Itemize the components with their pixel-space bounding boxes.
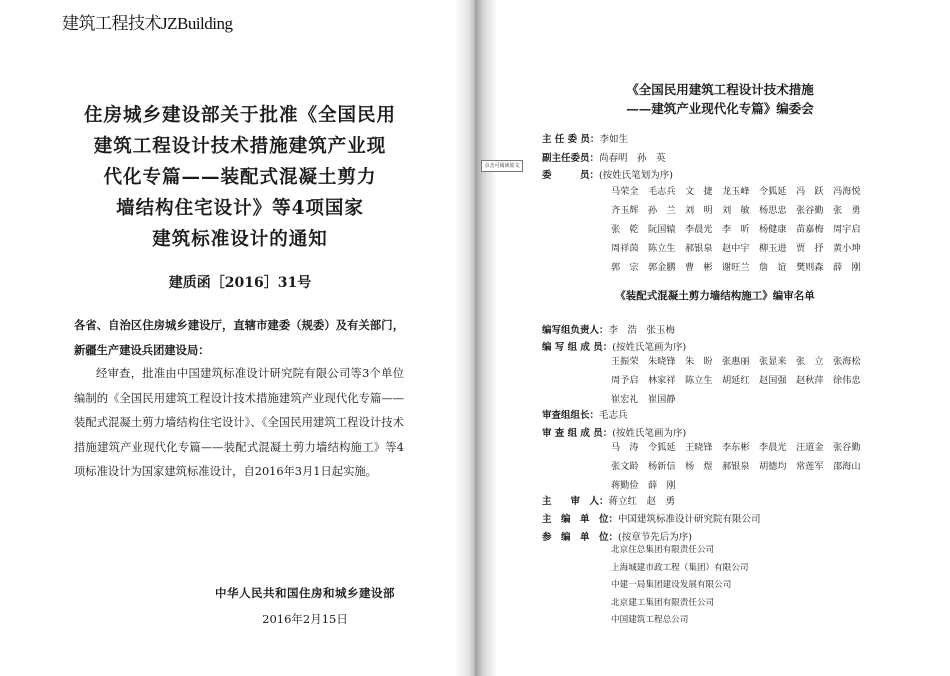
member-name: 张显来 [759, 356, 787, 367]
member-name: 孙 兰 [648, 205, 676, 216]
members-row [611, 457, 870, 476]
right-page-gutter [475, 0, 497, 676]
chief-reviewer-label: 主 审 人： [542, 496, 609, 507]
member-name: 赵国强 [759, 375, 787, 386]
chief-editor-unit [542, 511, 761, 525]
members-row [611, 201, 870, 220]
edit-members-list [611, 352, 870, 409]
member-name: 陈立生 [648, 243, 676, 254]
member-name: 王晓锋 [685, 442, 713, 453]
members-row [611, 390, 870, 409]
member-name: 杨健康 [759, 224, 787, 235]
member-name: 李 昕 [722, 224, 750, 235]
members-row [611, 239, 870, 258]
edit-members-label: 编 写 组 成 员： [542, 342, 613, 353]
member-name: 令狐延 [648, 442, 676, 453]
title-line: 代化专篇——装配式混凝土剪力 [103, 167, 377, 188]
members-row [611, 371, 870, 390]
unit-name: 北京住总集团有限责任公司 [611, 545, 715, 555]
members-label: 委 员： [542, 170, 600, 181]
member-name: 张 立 [796, 356, 824, 367]
review-members-heading [542, 425, 686, 439]
unit-name: 上海城建市政工程（集团）有限公司 [611, 562, 749, 573]
review-lead-label: 审查组组长： [542, 410, 600, 421]
title-line: 建筑工程设计技术措施建筑产业现 [93, 136, 387, 157]
salutation: 各省、自治区住房城乡建设厅，直辖市建委（规委）及有关部门，新疆生产建设兵团建设局： [74, 318, 404, 357]
chief-reviewer [542, 493, 675, 507]
member-name: 朱 盼 [685, 356, 713, 367]
members-row [611, 258, 870, 277]
member-name: 崔国静 [648, 394, 676, 405]
member-name: 张 乾 [611, 224, 639, 235]
participating-units-heading [542, 529, 692, 543]
member-name: 张谷勤 [796, 205, 824, 216]
participating-units-list [611, 542, 749, 630]
member-name: 郝银泉 [685, 243, 713, 254]
member-name: 李晨光 [759, 442, 787, 453]
members-note: (按姓氏笔划为序) [599, 170, 673, 181]
chief-unit-value: 中国建筑标准设计研究院有限公司 [618, 514, 761, 525]
member-name: 邵海山 [833, 461, 861, 472]
member-name: 郝银泉 [722, 461, 750, 472]
director-label: 主 任 委 员： [542, 134, 600, 145]
member-name: 王振荣 [611, 356, 639, 367]
members-row [611, 352, 870, 371]
member-name: 黄小坤 [833, 243, 861, 254]
member-name: 郭金鹏 [648, 262, 676, 273]
chief-unit-label: 主 编 单 位： [542, 514, 619, 525]
notice-title [60, 100, 420, 255]
member-name: 杨思忠 [759, 205, 787, 216]
edit-lead [542, 322, 675, 336]
document-number: 建质函［2016］31号 [168, 275, 312, 291]
committee-members-heading [542, 167, 673, 181]
committee-title-line: 《全国民用建筑工程设计技术措施 [626, 82, 814, 97]
member-name: 苗嘉梅 [796, 224, 824, 235]
title-line: 住房城乡建设部关于批准《全国民用 [83, 105, 396, 126]
member-name: 贾 抒 [796, 243, 824, 254]
members-row [611, 182, 870, 201]
committee-deputy [542, 150, 666, 164]
review-members-list [611, 438, 870, 495]
member-name: 龙玉峰 [722, 186, 750, 197]
unit-name: 中国建筑工程总公司 [611, 615, 689, 625]
deputy-label: 副主任委员： [542, 153, 600, 164]
member-name: 马 涛 [611, 442, 639, 453]
members-row [611, 438, 870, 457]
notice-paragraph: 经审查，批准由中国建筑标准设计研究院有限公司等3个单位编制的《全国民用建筑工程设计技术措施建筑产业现代化专篇——装配式混凝土剪力墙结构住宅设计》、《全国民用建筑工程设计技术措施建筑产业现代化专篇——装配式混凝土剪力墙结构施工》等4项标准设计为国家建筑标准设计，自2016年3月1日起实施。 [74, 367, 404, 478]
title-line: 建筑标准设计的通知 [152, 229, 328, 250]
read-original-tab[interactable]: 点击可阅读原文 [481, 160, 523, 172]
review-lead [542, 407, 628, 421]
member-name: 毛志兵 [648, 186, 676, 197]
committee-title [560, 80, 880, 118]
member-name: 徐伟忠 [833, 375, 861, 386]
members-row [611, 220, 870, 239]
edit-members-heading [542, 339, 686, 353]
member-name: 胡德均 [759, 461, 787, 472]
units-note: (按章节先后为序) [618, 532, 692, 543]
member-name: 蒋勤俭 [611, 480, 639, 491]
member-name: 柳玉进 [759, 243, 787, 254]
member-name: 赵秋萍 [796, 375, 824, 386]
edit-list-title: 《装配式混凝土剪力墙结构施工》编审名单 [615, 290, 815, 302]
unit-name: 中建一局集团建设发展有限公司 [611, 580, 732, 590]
committee-director [542, 131, 628, 145]
issue-date: 2016年2月15日 [262, 612, 348, 626]
member-name: 刘 明 [685, 205, 713, 216]
member-name: 樊则森 [796, 262, 824, 273]
member-name: 张谷勤 [833, 442, 861, 453]
member-name: 令狐延 [759, 186, 787, 197]
member-name: 詹 谊 [759, 262, 787, 273]
member-name: 朱晓锋 [648, 356, 676, 367]
member-name: 陈立生 [685, 375, 713, 386]
member-name: 林家祥 [648, 375, 676, 386]
member-name: 薛 刚 [648, 480, 676, 491]
member-name: 郭 宗 [611, 262, 639, 273]
director-value: 李如生 [599, 134, 628, 145]
issuing-authority: 中华人民共和国住房和城乡建设部 [215, 586, 395, 600]
member-name: 齐玉辉 [611, 205, 639, 216]
member-name: 阮国辕 [648, 224, 676, 235]
edit-lead-value: 李 浩 张玉梅 [608, 325, 676, 336]
member-name: 崔宏礼 [611, 394, 639, 405]
committee-title-line: ——建筑产业现代化专篇》编委会 [626, 101, 814, 116]
edit-members-note: (按姓氏笔画为序) [612, 342, 687, 353]
member-name: 谢旺兰 [722, 262, 750, 273]
member-name: 张海松 [833, 356, 861, 367]
member-name: 刘 敏 [722, 205, 750, 216]
member-name: 薛 刚 [833, 262, 861, 273]
member-name: 李东彬 [722, 442, 750, 453]
edit-lead-label: 编写组负责人： [542, 325, 609, 336]
member-name: 胡延红 [722, 375, 750, 386]
signature-block [200, 580, 410, 632]
member-name: 常莲军 [796, 461, 824, 472]
member-name: 曹 彬 [685, 262, 713, 273]
left-page-gutter [455, 0, 475, 676]
member-name: 冯 跃 [796, 186, 824, 197]
member-name: 张 勇 [833, 205, 861, 216]
review-lead-value: 毛志兵 [599, 410, 628, 421]
review-members-note: (按姓氏笔画为序) [612, 428, 687, 439]
review-members-label: 审 查 组 成 员： [542, 428, 613, 439]
member-name: 文 捷 [685, 186, 713, 197]
member-name: 周予启 [611, 375, 639, 386]
watermark: 建筑工程技术JZBuilding [62, 14, 233, 33]
member-name: 冯海悦 [833, 186, 861, 197]
member-name: 赵中宇 [722, 243, 750, 254]
unit-name: 北京建工集团有限责任公司 [611, 597, 715, 608]
chief-reviewer-value: 蒋立红 赵 勇 [608, 496, 676, 507]
member-name: 汪道金 [796, 442, 824, 453]
member-name: 李晨光 [685, 224, 713, 235]
deputy-value: 尚春明 孙 英 [599, 153, 666, 164]
member-name: 杨新信 [648, 461, 676, 472]
title-line: 墙结构住宅设计》等4项国家 [116, 198, 364, 219]
committee-members-list [611, 182, 870, 277]
member-name: 张惠丽 [722, 356, 750, 367]
member-name: 周宇启 [833, 224, 861, 235]
member-name: 杨 煜 [685, 461, 713, 472]
units-label: 参 编 单 位： [542, 532, 619, 543]
member-name: 张文龄 [611, 461, 639, 472]
member-name: 周祥茵 [611, 243, 639, 254]
member-name: 马荣全 [611, 186, 639, 197]
notice-body [74, 313, 404, 485]
